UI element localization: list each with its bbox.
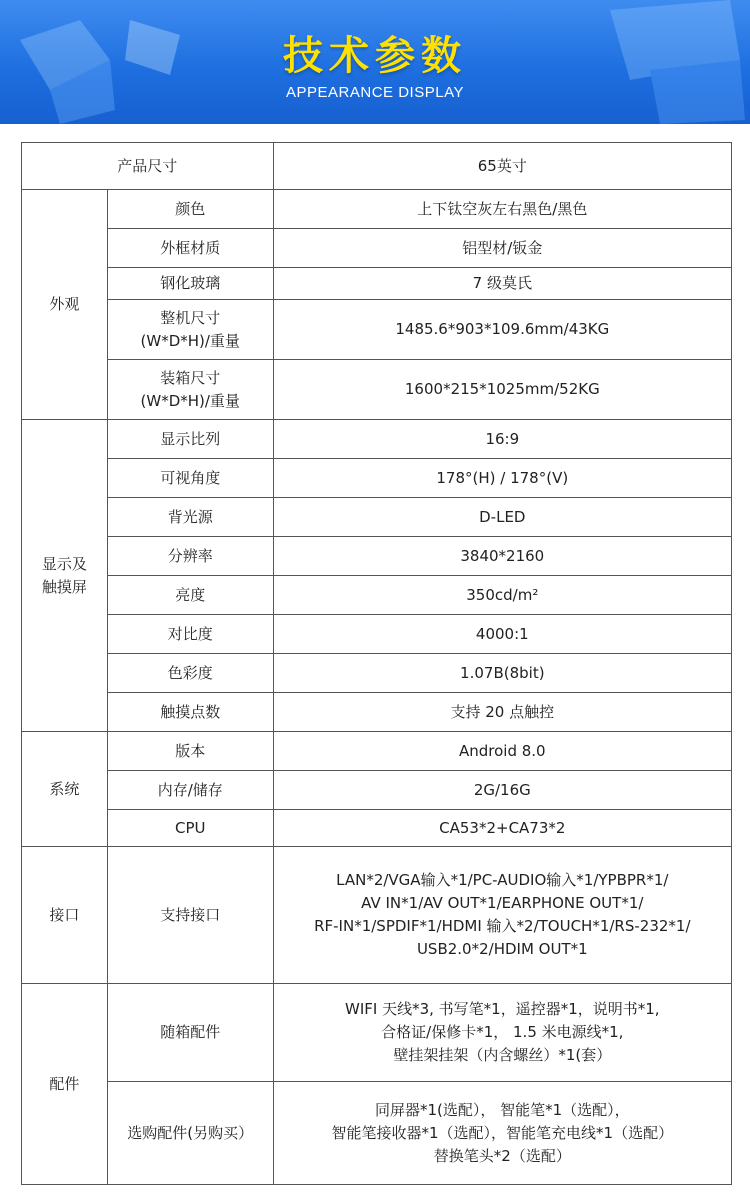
table-row [22,693,732,732]
spec-label: 选购配件(另购买） [107,1082,273,1185]
table-row [22,498,732,537]
table-row [22,810,732,847]
spec-value-line: 合格证/保修卡*1， 1.5 米电源线*1, [381,1023,624,1041]
table-row [22,229,732,268]
page-title: 技术参数 [283,33,467,79]
spec-label-line: (W*D*H)/重量 [140,331,240,350]
spec-label-line: 装箱尺寸 [160,368,221,387]
spec-label: 版本 [107,732,273,771]
table-row [22,732,732,771]
spec-label: 外框材质 [107,229,273,268]
table-row [22,360,732,420]
spec-value: 1485.6*903*109.6mm/43KG [273,300,731,360]
table-row [22,984,732,1082]
spec-label [107,360,273,420]
spec-label: 色彩度 [107,654,273,693]
spec-value: 1600*215*1025mm/52KG [273,360,731,420]
spec-label: 可视角度 [107,459,273,498]
spec-value [273,984,731,1082]
spec-value-line: 替换笔头*2（选配） [433,1146,571,1165]
table-row [22,268,732,300]
spec-value: D-LED [273,498,731,537]
spec-value: 上下钛空灰左右黑色/黑色 [273,190,731,229]
spec-value: 2G/16G [273,771,731,810]
spec-label: 分辨率 [107,537,273,576]
spec-label: 随箱配件 [107,984,273,1082]
spec-value: 350cd/m² [273,576,731,615]
table-row [22,143,732,190]
table-row [22,459,732,498]
spec-value: 65英寸 [273,143,731,190]
group-label-display [22,420,108,732]
spec-value-line: WIFI 天线*3, 书写笔*1，遥控器*1，说明书*1, [345,1000,660,1018]
spec-label: 颜色 [107,190,273,229]
group-label-interface: 接口 [22,847,108,984]
spec-value: CA53*2+CA73*2 [273,810,731,847]
group-label-line: 显示及 [41,554,87,573]
spec-label [107,300,273,360]
spec-value: 4000:1 [273,615,731,654]
spec-value: 铝型材/钣金 [273,229,731,268]
spec-label: 内存/储存 [107,771,273,810]
spec-label: 对比度 [107,615,273,654]
table-row [22,654,732,693]
spec-label-line: (W*D*H)/重量 [140,391,240,410]
spec-value: 1.07B(8bit) [273,654,731,693]
group-label-system: 系统 [22,732,108,847]
spec-value-line: AV IN*1/AV OUT*1/EARPHONE OUT*1/ [361,894,644,912]
spec-value-line: 壁挂架挂架（内含螺丝）*1(套） [393,1046,612,1064]
group-label-appearance: 外观 [22,190,108,420]
page-subtitle: APPEARANCE DISPLAY [286,84,464,101]
table-row [22,420,732,459]
spec-value [273,847,731,984]
spec-value-line: 智能笔接收器*1（选配），智能笔充电线*1（选配） [331,1123,674,1142]
spec-value: Android 8.0 [273,732,731,771]
spec-label: 触摸点数 [107,693,273,732]
table-row [22,537,732,576]
group-label-accessories: 配件 [22,984,108,1185]
spec-label: 产品尺寸 [22,143,274,190]
spec-value: 7 级莫氏 [273,268,731,300]
spec-label: 支持接口 [107,847,273,984]
table-row [22,1082,732,1185]
spec-value-line: RF-IN*1/SPDIF*1/HDMI 输入*2/TOUCH*1/RS-232*1/ [314,917,691,935]
table-row [22,615,732,654]
spec-table [21,142,732,1185]
spec-label: 显示比列 [107,420,273,459]
spec-value: 支持 20 点触控 [273,693,731,732]
table-row [22,300,732,360]
table-row [22,190,732,229]
header-banner [0,0,750,124]
spec-value [273,1082,731,1185]
spec-value: 3840*2160 [273,537,731,576]
table-row [22,771,732,810]
spec-label: 亮度 [107,576,273,615]
spec-value-line: USB2.0*2/HDIM OUT*1 [416,940,588,958]
group-label-line: 触摸屏 [41,577,87,596]
spec-label-line: 整机尺寸 [160,308,221,327]
spec-value-line: 同屏器*1(选配）， 智能笔*1（选配）， [374,1100,630,1119]
spec-label: 钢化玻璃 [107,268,273,300]
table-row [22,847,732,984]
spec-value: 16:9 [273,420,731,459]
table-row [22,576,732,615]
spec-value-line: LAN*2/VGA输入*1/PC-AUDIO输入*1/YPBPR*1/ [336,871,669,889]
spec-value: 178°(H) / 178°(V) [273,459,731,498]
spec-label: 背光源 [107,498,273,537]
spec-label: CPU [107,810,273,847]
